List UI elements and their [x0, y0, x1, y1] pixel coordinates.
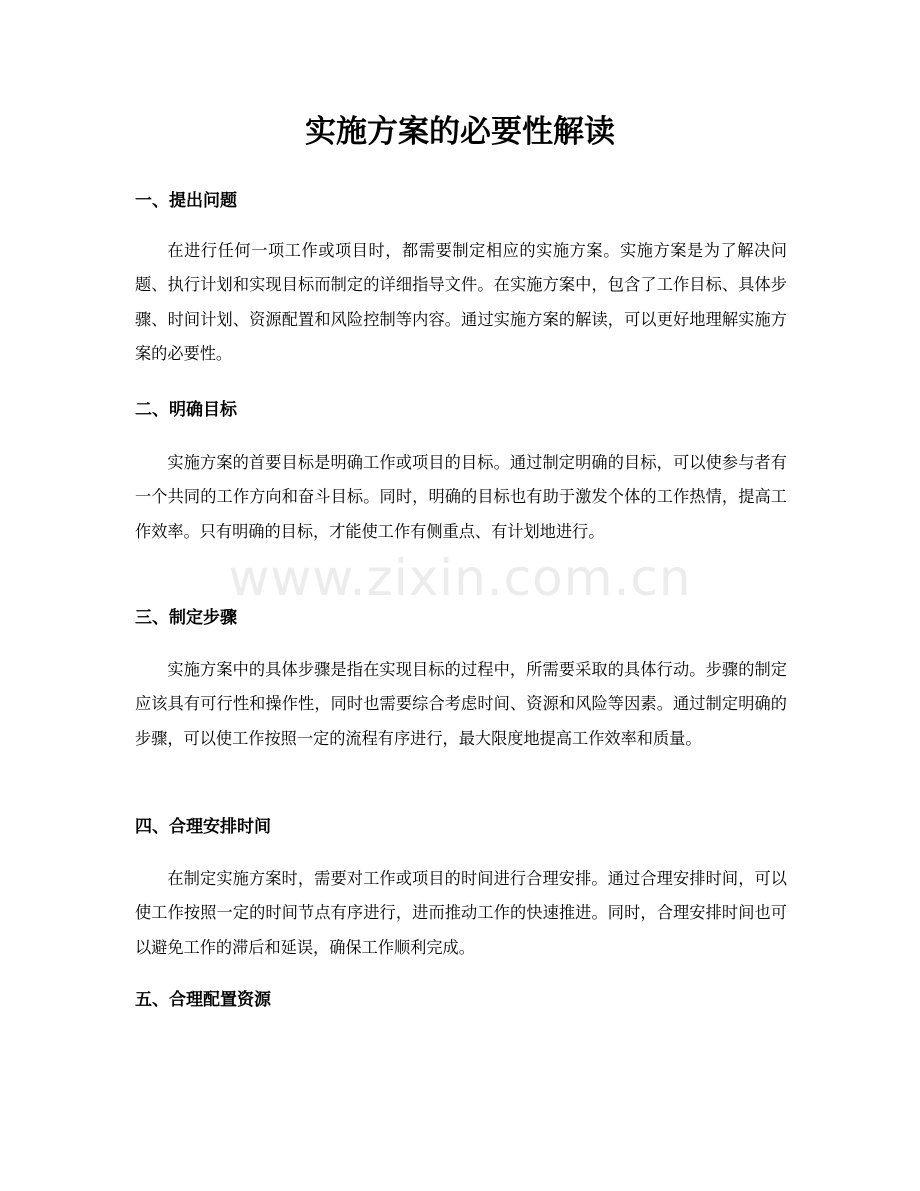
document-title: 实施方案的必要性解读 — [305, 114, 615, 150]
section-heading-3: 三、制定步骤 — [135, 608, 237, 628]
section-paragraph-2: 实施方案的首要目标是明确工作或项目的目标。通过制定明确的目标，可以使参与者有一个共同的工作方向和奋斗目标。同时，明确的目标也有助于激发个体的工作热情，提高工作效率。只有明确的目标，才能使工作有侧重点、有计划地进行。 — [135, 453, 787, 541]
section-heading-4: 四、合理安排时间 — [135, 817, 271, 837]
section-heading-1: 一、提出问题 — [135, 191, 237, 211]
section-heading-5: 五、合理配置资源 — [135, 990, 271, 1010]
watermark: www.zixin.com.cn — [228, 549, 692, 607]
section-paragraph-4: 在制定实施方案时，需要对工作或项目的时间进行合理安排。通过合理安排时间，可以使工作按照一定的时间节点有序进行，进而推动工作的快速推进。同时，合理安排时间也可以避免工作的滞后和延误，确保工作顺利完成。 — [135, 869, 787, 957]
section-paragraph-3: 实施方案中的具体步骤是指在实现目标的过程中，所需要采取的具体行动。步骤的制定应该具有可行性和操作性，同时也需要综合考虑时间、资源和风险等因素。通过制定明确的步骤，可以使工作按照一定的流程有序进行，最大限度地提高工作效率和质量。 — [135, 660, 787, 748]
section-paragraph-1: 在进行任何一项工作或项目时，都需要制定相应的实施方案。实施方案是为了解决问题、执行计划和实现目标而制定的详细指导文件。在实施方案中，包含了工作目标、具体步骤、时间计划、资源配置和风险控制等内容。通过实施方案的解读，可以更好地理解实施方案的必要性。 — [135, 241, 787, 363]
section-heading-2: 二、明确目标 — [135, 400, 237, 420]
